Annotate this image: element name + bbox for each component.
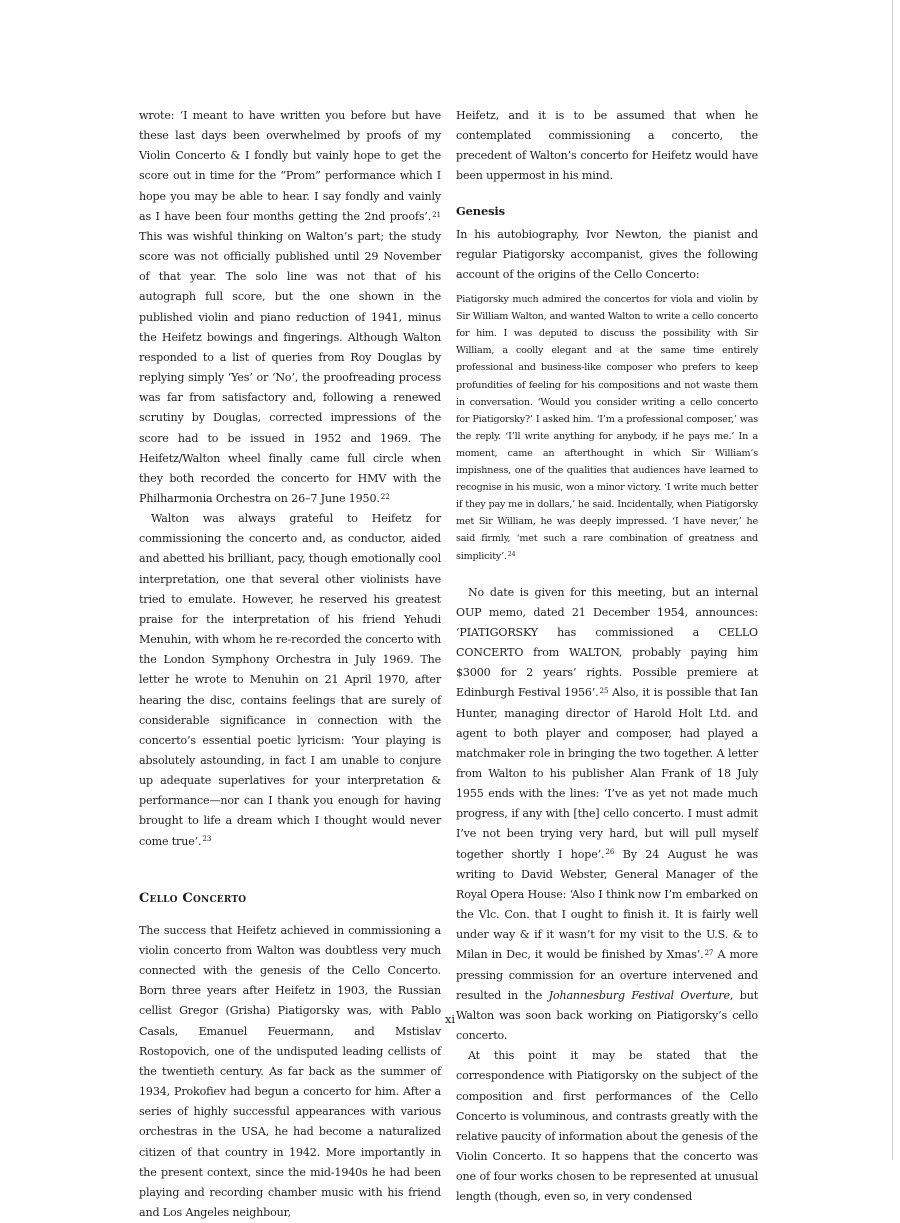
- section-title: Cello Concerto: [139, 890, 247, 906]
- page-number: xi: [444, 1012, 456, 1026]
- body-paragraph: wrote: ‘I meant to have written you before but have these last days been overwhelmed by proofs of my Violin Concerto & I fondly but vainly hope to get the score out in time for the “Prom” performance which I hope you may be able to hear. I say fondly and vainly as I have been four months getting the 2nd proofs’.$^{21}$ This was wishful thinking on Walton’s part; the study score was not officially published until 29 November of that year. The solo line was not that of his autograph full score, but the one shown in the published violin and piano reduction of 1941, minus the Heifetz bowings and fingerings. Although Walton responded to a list of queries from Roy Douglas by replying simply ‘Yes’ or ‘No’, the proofreading process was far from satisfactory and, following a renewed scrutiny by Douglas, corrected impressions of the score had to be issued in 1952 and 1969. The Heifetz/Walton wheel finally came full circle when they both recorded the concerto for HMV with the Philharmonia Orchestra on 26–7 June 1950.22: [139, 109, 441, 505]
- footnote-marker: 22: [380, 491, 390, 501]
- work-title: Johannesburg Festival Overture: [548, 988, 730, 1002]
- body-paragraph: Heifetz, and it is to be assumed that when he contemplated commissioning a concerto, the precedent of Walton’s concerto for Heifetz would have been uppermost in his mind.: [456, 109, 758, 183]
- footnote-marker: 24: [507, 550, 516, 558]
- footnote-marker: 23: [202, 834, 212, 844]
- body-paragraph: No date is given for this meeting, but an internal OUP memo, dated 21 December 1954, announces: ‘PIATIGORSKY has commissioned a CELLO CONCERTO from WALTON, probably paying him $3000 for 2 years’ rights. Possible premiere at Edinburgh Festival 1956’.$^{25}$ Also, it is possible that Ian Hunter, managing director of Harold Holt Ltd. and agent to both player and composer, had played a matchmaker role in bringing the two together. A letter from Walton to his publisher Alan Frank of 18 July 1955 ends with the lines: ‘I’ve as yet not made much progress, if any with [the] cello concerto. I must admit I’ve not been trying very hard, but will pull myself together shortly I hope’.$^{26}$ By 24 August he was writing to David Webster, General Manager of the Royal Opera House: ‘Also I think now I’m embarked on the Vlc. Con. that I ought to finish it. It is fairly well under way & if it wasn’t for my visit to the U.S. & to Milan in Dec, it would be finished by Xmas’.$^{27}$ A more pressing commission for an overture intervened and resulted in the Johannesburg Festival Overture, but Walton was soon back working on Piatigorsky’s cello concerto.: [456, 585, 759, 1043]
- footnote-marker: 26: [605, 847, 615, 857]
- left-column: [139, 106, 441, 1223]
- body-paragraph: At this point it may be stated that the correspondence with Piatigorsky on the subject of the composition and first performances of the Cello Concerto is voluminous, and contrasts greatly with the relative paucity of information about the genesis of the Violin Concerto. It so happens that the concerto was one of four works chosen to be represented at unusual length (though, even so, in very condensed: [456, 1049, 758, 1204]
- page-edge-line: [892, 0, 893, 1160]
- footnote-marker: 27: [704, 948, 714, 958]
- block-quote: Piatigorsky much admired the concertos for viola and violin by Sir William Walton, and wanted Walton to write a cello concerto for him. I was deputed to discuss the possibility with Sir William, a coolly elegant and at the same time entirely professional and business-like composer who prefers to keep profundities of feeling for his compositions and not waste them in conversation. ‘Would you consider writing a cello concerto for Piatigorsky?’ I asked him. ‘I’m a professional composer,’ was the reply. ‘I’ll write anything for anybody, if he pays me.’ In a moment, came an afterthought in which Sir William’s impishness, one of the qualities that audiences have learned to recognise in his music, won a minor victory. ‘I write much better if they pay me in dollars,’ he said. Incidentally, when Piatigorsky met Sir William, he was deeply impressed. ‘I have never,’ he said firmly, ‘met such a rare combination of greatness and simplicity’.$^{24}$: [456, 294, 758, 562]
- right-column: [456, 106, 758, 1207]
- footnote-marker: 25: [599, 686, 609, 696]
- body-paragraph: The success that Heifetz achieved in commissioning a violin concerto from Walton was doubtless very much connected with the genesis of the Cello Concerto. Born three years after Heifetz in 1903, the Russian cellist Gregor (Grisha) Piatigorsky was, with Pablo Casals, Emanuel Feuermann, and Mstislav Rostopovich, one of the undisputed leading cellists of the twentieth century. As far back as the summer of 1934, Prokofiev had begun a concerto for him. After a series of highly successful appearances with various orchestras in the USA, he had become a naturalized citizen of that country in 1942. More importantly in the present context, since the mid-1940s he had been playing and recording chamber music with his friend and Los Angeles neighbour,: [139, 923, 441, 1219]
- footnote-marker: 21: [432, 209, 441, 219]
- subsection-heading: Genesis: [456, 203, 505, 218]
- body-paragraph: Walton was always grateful to Heifetz for commissioning the concerto and, as conductor, aided and abetted his brilliant, pacy, though emotionally cool interpretation, one that several other violinists have tried to emulate. However, he reserved his greatest praise for the interpretation of his friend Yehudi Menuhin, with whom he re-recorded the concerto with the London Symphony Orchestra in July 1969. The letter he wrote to Menuhin on 21 April 1970, after hearing the disc, contains feelings that are surely of considerable significance in connection with the concerto’s essential poetic lyricism: ‘Your playing is absolutely astounding, in fact I am unable to conjure up adequate superlatives for your interpretation & performance—nor can I thank you enough for having brought to life a dream which I thought would never come true’.$^{23}$: [139, 512, 441, 848]
- body-paragraph: In his autobiography, Ivor Newton, the pianist and regular Piatigorsky accompanist, gives the following account of the origins of the Cello Concerto:: [456, 227, 758, 281]
